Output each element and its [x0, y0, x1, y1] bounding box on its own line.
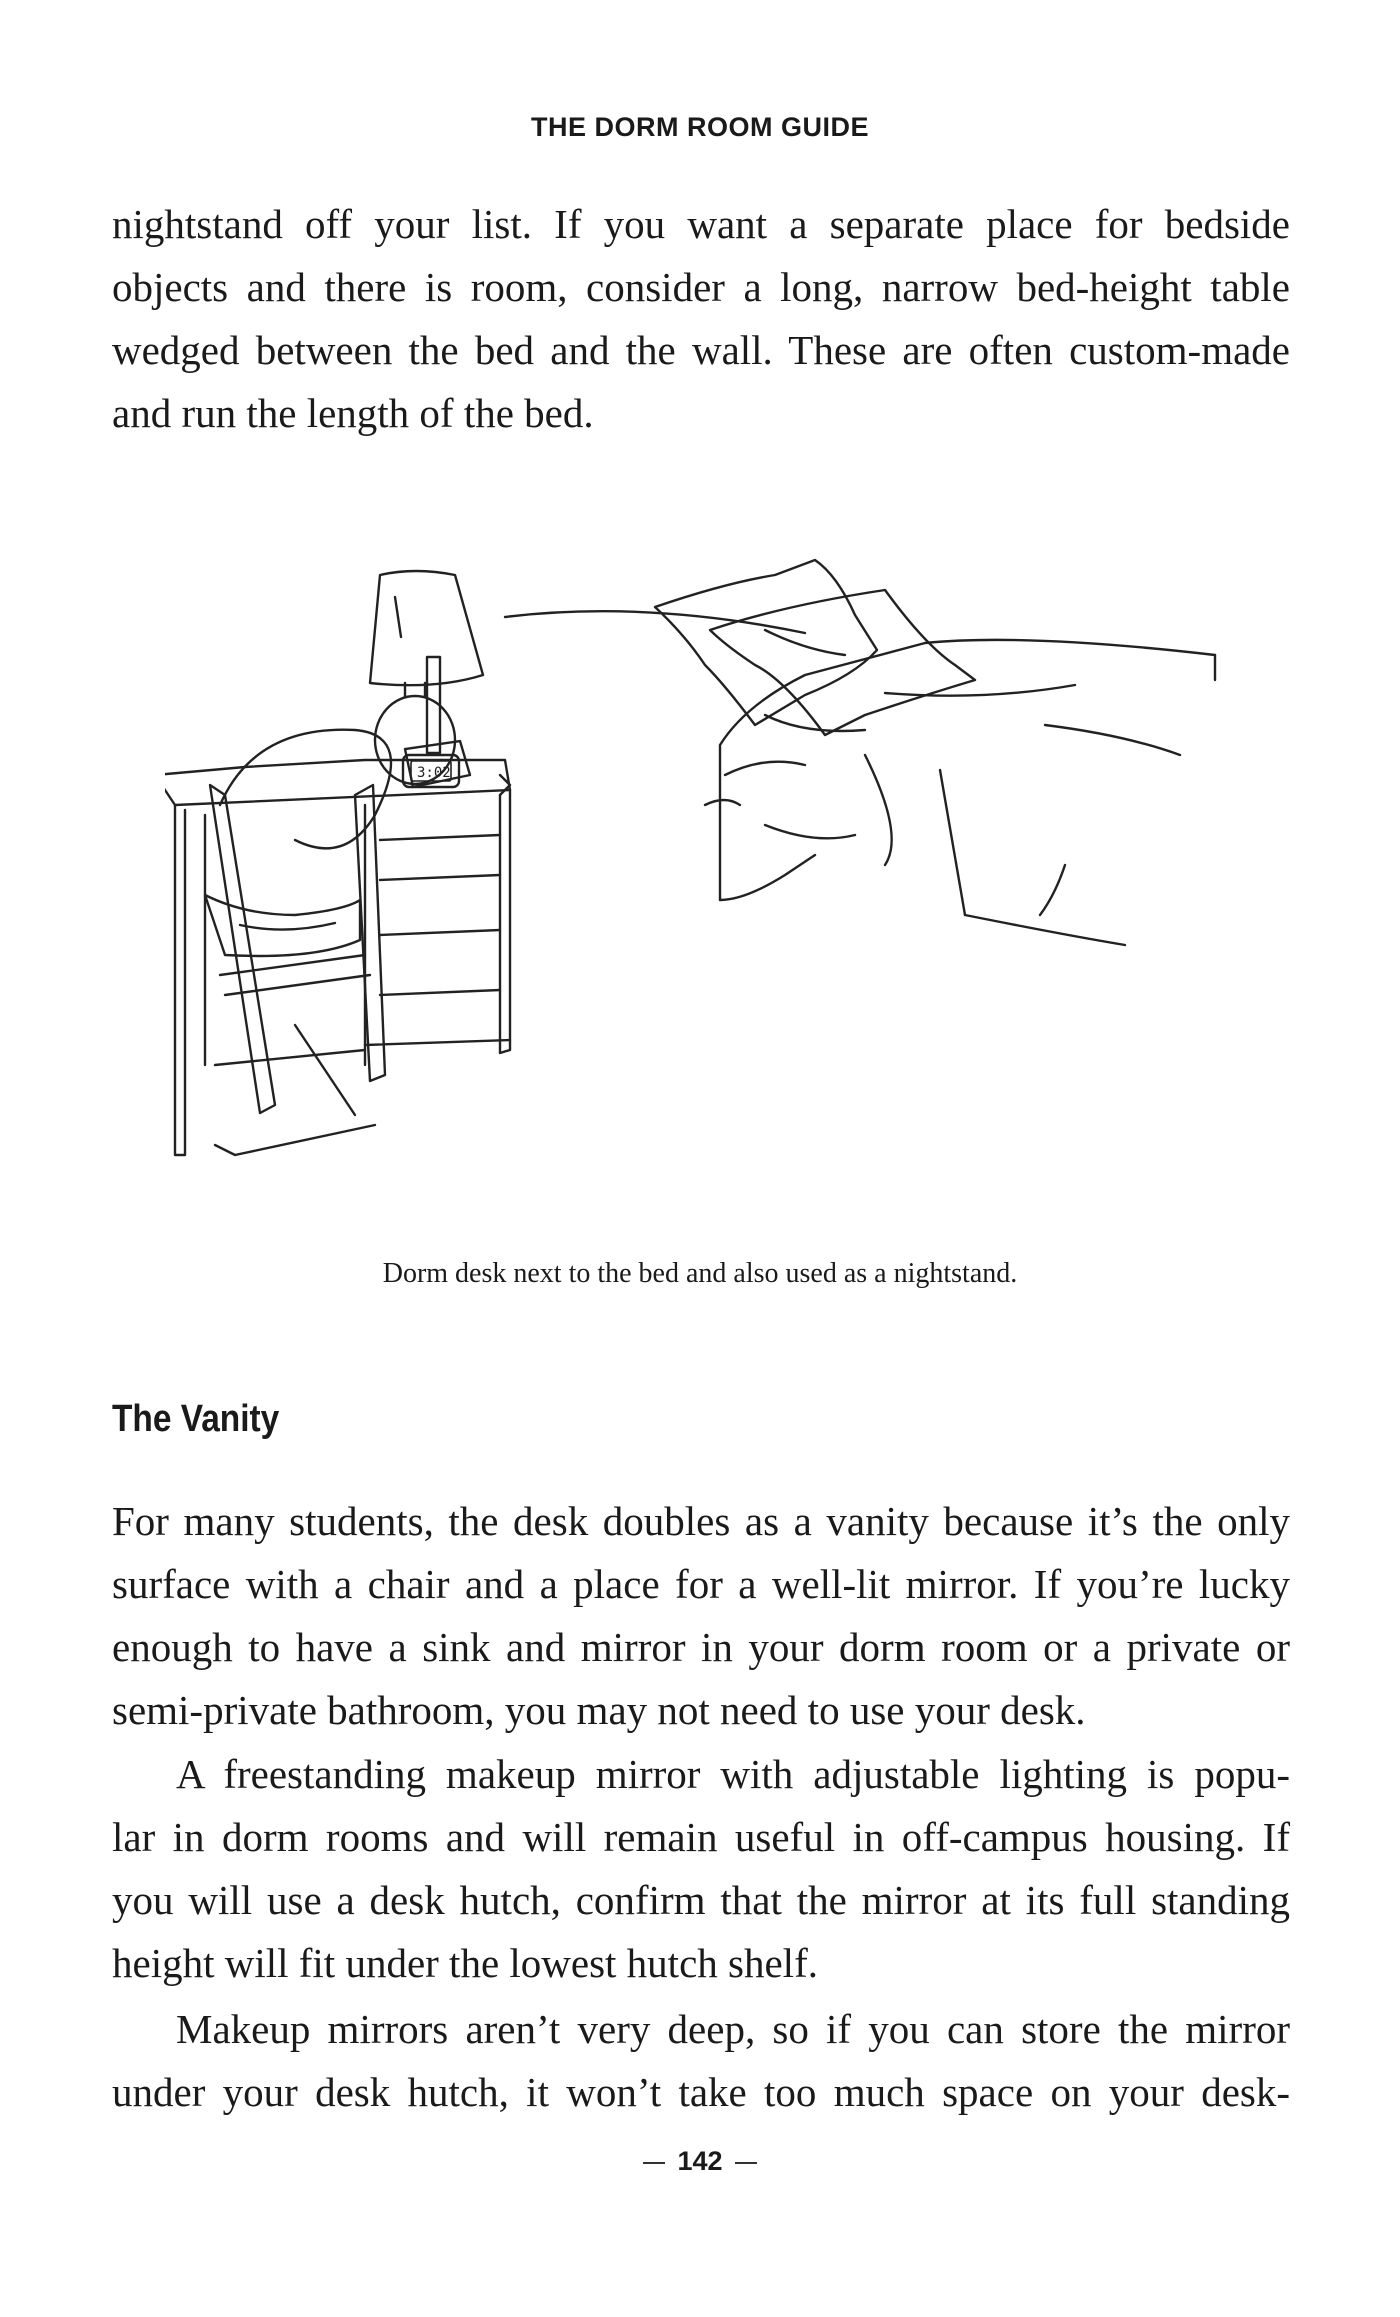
text-line: nightstand off your list. If you want a separate place for bedside: [112, 201, 1290, 247]
section-heading: The Vanity: [112, 1398, 280, 1440]
text-line: A freestanding makeup mirror with adjustable lighting is popu-: [176, 1751, 1290, 1797]
dash-ornament: [643, 2162, 665, 2164]
paragraph-2: [112, 1490, 1290, 1742]
pillow-drawing: [655, 560, 975, 735]
text-line: objects and there is room, consider a long, narrow bed-height table: [112, 264, 1290, 310]
figure-caption: Dorm desk next to the bed and also used as a nightstand.: [382, 1258, 1018, 1289]
text-line: you will use a desk hutch, confirm that the mirror at its full standing: [112, 1877, 1290, 1923]
clock-drawing: [403, 513, 470, 787]
paragraph-1: [112, 193, 1290, 445]
running-head: THE DORM ROOM GUIDE: [531, 112, 869, 142]
text-line: height will fit under the lowest hutch shelf.: [112, 1940, 818, 1986]
text-line: lar in dorm rooms and will remain useful in off-campus housing. If: [112, 1814, 1290, 1860]
desk-drawing: [165, 760, 510, 1155]
text-line: under your desk hutch, it won’t take too much space on your desk-: [112, 2069, 1290, 2115]
bed-drawing: [505, 611, 1215, 945]
text-line: Makeup mirrors aren’t very deep, so if you can store the mirror: [176, 2006, 1290, 2052]
chair-drawing: [205, 730, 391, 1155]
text-line: enough to have a sink and mirror in your dorm room or a private or: [112, 1624, 1290, 1670]
page-number: [0, 2146, 1400, 2177]
text-line: surface with a chair and a place for a well-lit mirror. If you’re lucky: [112, 1561, 1290, 1607]
text-line: semi-private bathroom, you may not need to use your desk.: [112, 1687, 1086, 1733]
clock-readout: 3:02: [417, 765, 451, 781]
text-line: wedged between the bed and the wall. These are often custom-made: [112, 327, 1290, 373]
text-line: and run the length of the bed.: [112, 390, 594, 436]
dash-ornament: [735, 2162, 757, 2164]
page-number-text: 142: [677, 2146, 723, 2176]
text-line: For many students, the desk doubles as a vanity because it’s the only: [112, 1498, 1290, 1544]
desk-bed-illustration: [165, 505, 1245, 1245]
paragraph-4: [112, 1998, 1290, 2124]
paragraph-3: [112, 1743, 1290, 1995]
